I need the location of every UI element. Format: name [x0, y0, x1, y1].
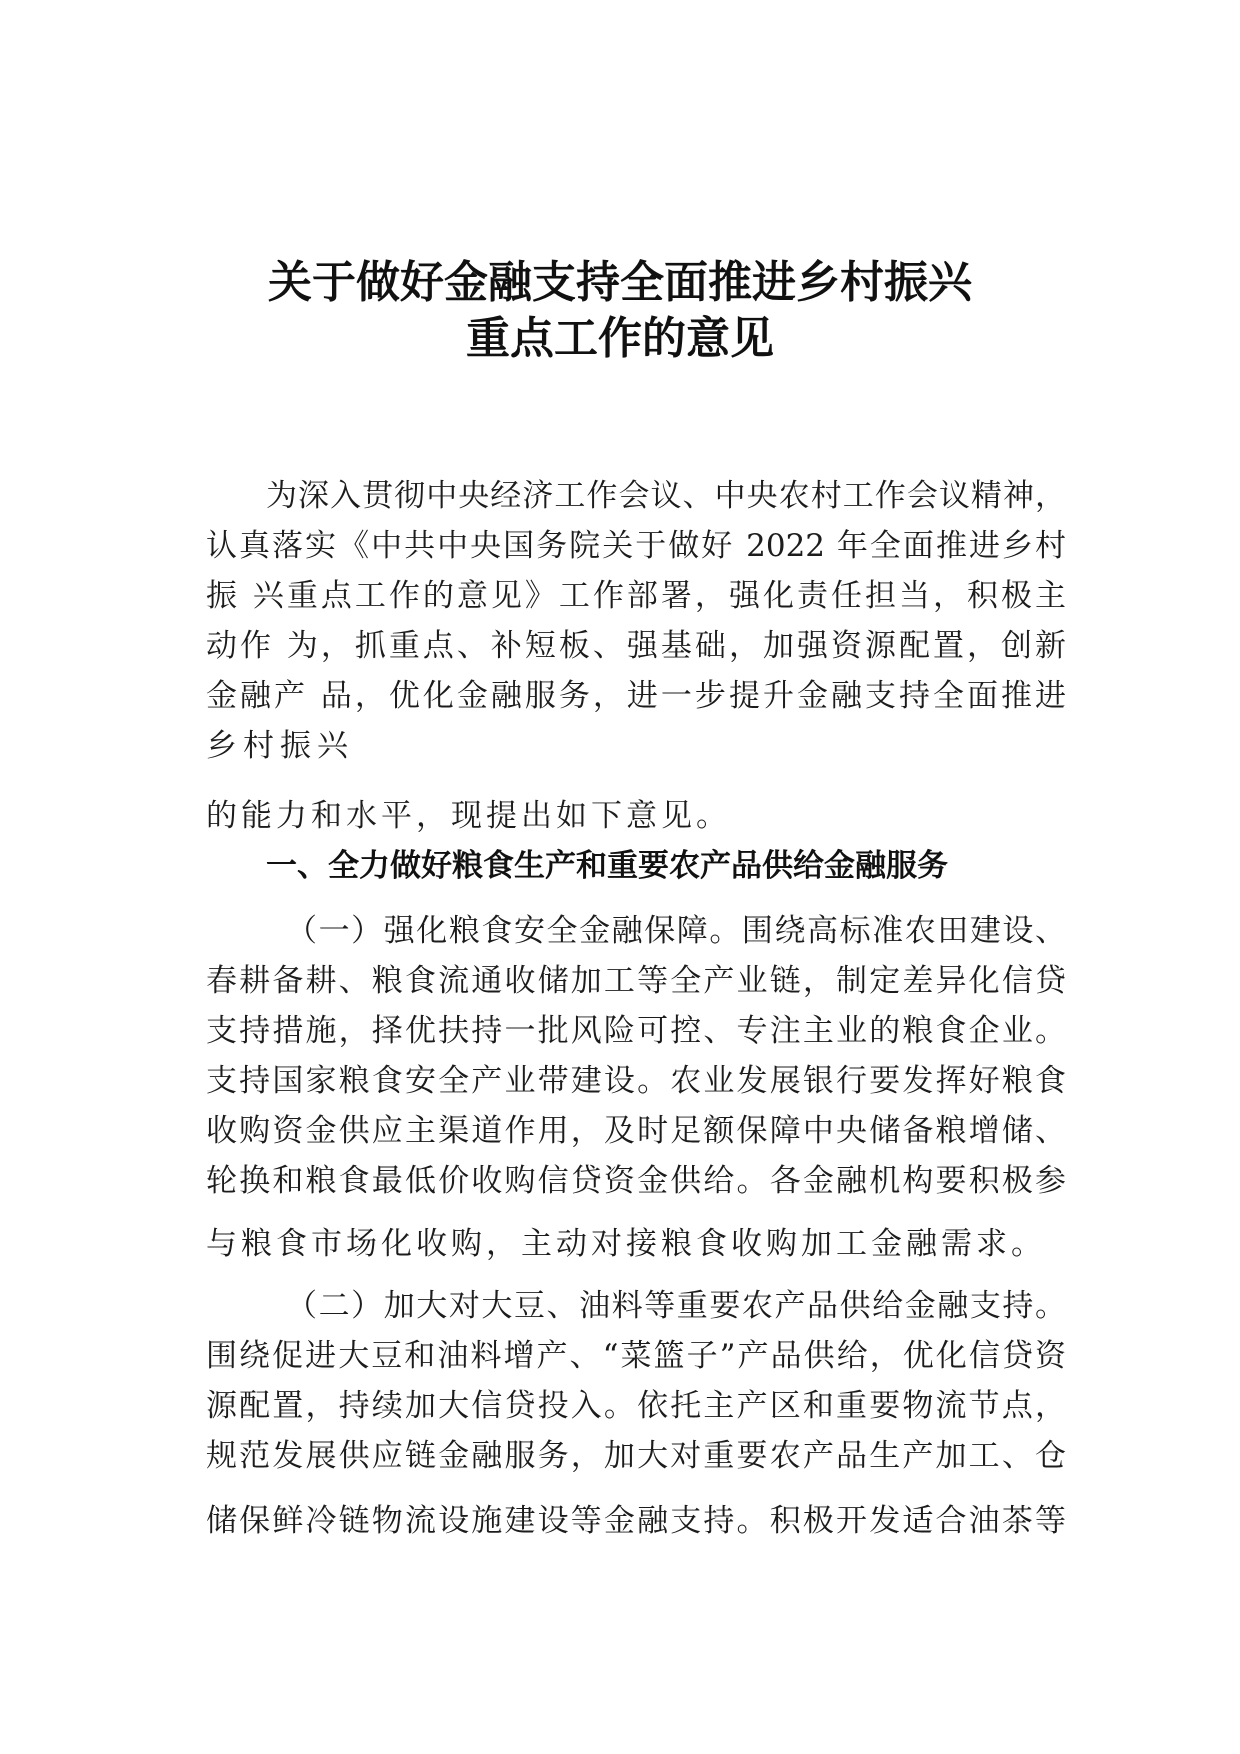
intro-line-4: 动作 为，抓重点、补短板、强基础，加强资源配置，创新	[206, 628, 1066, 664]
para1-line-6: 轮换和粮食最低价收购信贷资金供给。各金融机构要积极参	[206, 1163, 1066, 1199]
intro-line-5: 金融产 品，优化金融服务，进一步提升金融支持全面推进	[206, 678, 1066, 714]
section-heading-1: 一、全力做好粮食生产和重要农产品供给金融服务	[266, 848, 948, 884]
para2-line-2: 围绕促进大豆和油料增产、“菜篮子”产品供给，优化信贷资	[206, 1338, 1066, 1374]
document-title-line-1: 关于做好金融支持全面推进乡村振兴	[268, 257, 972, 308]
para2-line-1: （二）加大对大豆、油料等重要农产品供给金融支持。	[286, 1288, 1066, 1324]
para1-line-1: （一）强化粮食安全金融保障。围绕高标准农田建设、	[286, 913, 1066, 949]
intro-line-2: 认真落实《中共中央国务院关于做好 2022 年全面推进乡村	[206, 528, 1066, 564]
para2-line-3: 源配置，持续加大信贷投入。依托主产区和重要物流节点，	[206, 1388, 1066, 1424]
para1-line-3: 支持措施，择优扶持一批风险可控、专注主业的粮食企业。	[206, 1013, 1066, 1049]
para1-line-5: 收购资金供应主渠道作用，及时足额保障中央储备粮增储、	[206, 1113, 1066, 1149]
intro-line-1: 为深入贯彻中央经济工作会议、中央农村工作会议精神，	[266, 478, 1066, 514]
para2-line-4: 规范发展供应链金融服务，加大对重要农产品生产加工、仓	[206, 1438, 1066, 1474]
para2-line-5: 储保鲜冷链物流设施建设等金融支持。积极开发适合油茶等	[206, 1503, 1066, 1539]
para1-line-4: 支持国家粮食安全产业带建设。农业发展银行要发挥好粮食	[206, 1063, 1066, 1099]
para1-line-7: 与粮食市场化收购，主动对接粮食收购加工金融需求。	[206, 1226, 1046, 1262]
intro-line-6: 乡村振兴	[206, 728, 354, 764]
para1-line-2: 春耕备耕、粮食流通收储加工等全产业链，制定差异化信贷	[206, 963, 1066, 999]
document-title-line-2: 重点工作的意见	[466, 313, 774, 364]
intro-line-7: 的能力和水平，现提出如下意见。	[206, 798, 731, 834]
intro-line-3: 振 兴重点工作的意见》工作部署，强化责任担当，积极主	[206, 578, 1066, 614]
